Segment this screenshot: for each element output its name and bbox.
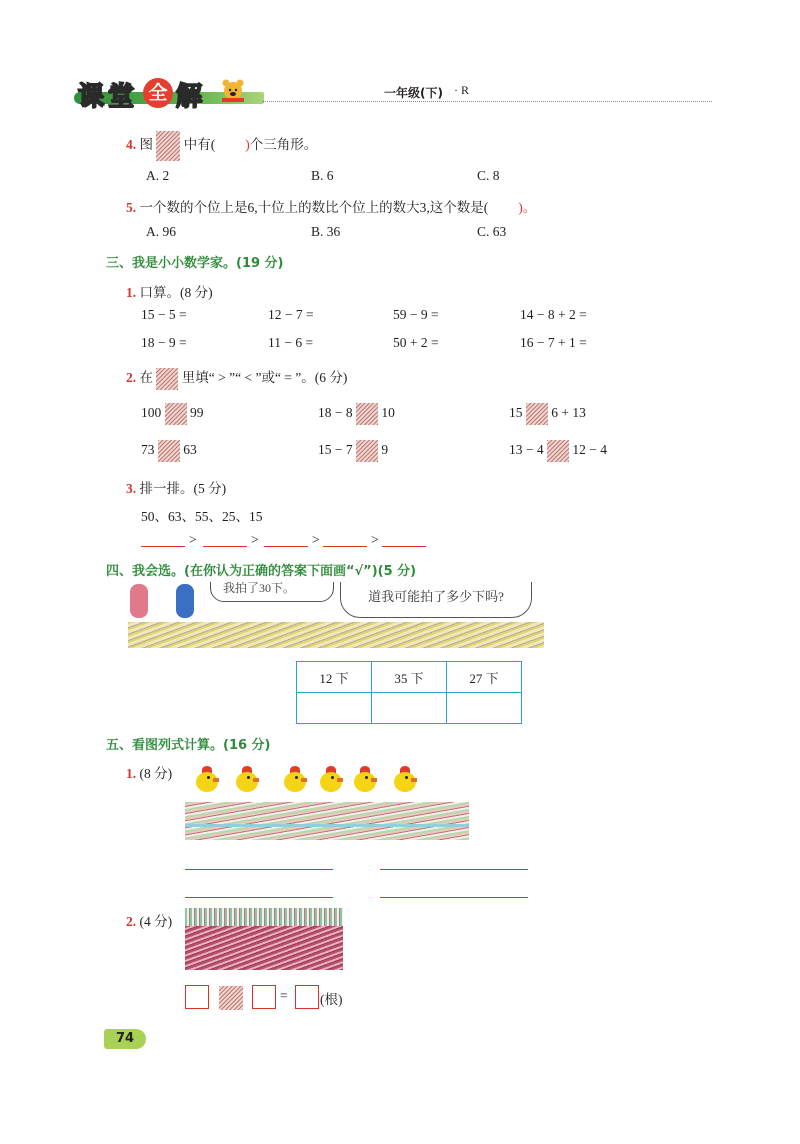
s5-2-heading <box>126 910 172 930</box>
answer-line-2[interactable] <box>380 868 528 870</box>
compare-box-6[interactable] <box>547 440 569 462</box>
compare-box-3[interactable] <box>526 403 548 425</box>
choice-label-3: 27 下 <box>447 662 522 693</box>
compare-left: 15 − 7 <box>318 442 353 458</box>
choice-label-2: 35 下 <box>372 662 447 693</box>
compare-right: 63 <box>183 442 197 458</box>
compare-box-2[interactable] <box>356 403 378 425</box>
s3-1-title: 口算。(8 分) <box>139 285 213 300</box>
compare-item-4 <box>141 440 197 462</box>
question-4 <box>126 131 317 161</box>
compare-item-5 <box>318 440 388 462</box>
s3-2-post: 里填“ > ”“ < ”或“ = ”。(6 分) <box>181 370 348 385</box>
equation-box-2[interactable] <box>252 985 276 1009</box>
compare-item-1 <box>141 403 204 425</box>
s5-1-heading <box>126 762 172 782</box>
choice-cell-1[interactable] <box>297 693 372 724</box>
compare-box-icon <box>156 368 178 390</box>
s3-2-heading <box>126 366 347 390</box>
speech-bubble-1: 我拍了30下。 <box>210 582 334 602</box>
sticks-illustration <box>185 908 343 970</box>
girl-figure <box>130 584 148 618</box>
s5-1-points: (8 分) <box>139 766 173 781</box>
calc-4: 14 − 8 + 2 = <box>520 307 587 322</box>
choice-label-1: 12 下 <box>297 662 372 693</box>
compare-left: 18 − 8 <box>318 405 353 421</box>
compare-left: 73 <box>141 442 155 458</box>
equation-box-1[interactable] <box>185 985 209 1009</box>
chick-icon <box>351 766 377 794</box>
choice-cell-2[interactable] <box>372 693 447 724</box>
compare-right: 10 <box>381 405 395 421</box>
q4-option-b[interactable]: B. 6 <box>311 168 334 183</box>
q5-paren-close: )。 <box>518 200 537 215</box>
compare-right: 99 <box>190 405 204 421</box>
choice-cell-3[interactable] <box>447 693 522 724</box>
bear-mascot-icon <box>218 78 248 102</box>
answer-line-3[interactable] <box>185 896 333 898</box>
triangle-figure <box>156 131 180 161</box>
calc-5: 18 − 9 = <box>141 335 187 350</box>
q5-option-b[interactable]: B. 36 <box>311 224 341 239</box>
s3-1-number: 1. <box>126 285 137 300</box>
logo-char-3: 全 <box>143 78 173 108</box>
sort-blank-4[interactable] <box>323 545 367 547</box>
equals-sign: = <box>280 988 288 1003</box>
gt-sign-2: > <box>251 532 259 547</box>
compare-right: 6 + 13 <box>551 405 586 421</box>
logo-char-2: 堂 <box>108 82 135 112</box>
speech-bubble-2: 道我可能拍了多少下吗? <box>340 582 532 618</box>
q5-option-a[interactable]: A. 96 <box>146 224 176 239</box>
answer-line-4[interactable] <box>380 896 528 898</box>
chick-icon <box>391 766 417 794</box>
section-3-title: 三、我是小小数学家。(19 分) <box>106 256 284 271</box>
compare-right: 9 <box>381 442 389 458</box>
q4-mid-1: 中有( <box>183 137 216 153</box>
compare-box-5[interactable] <box>356 440 378 462</box>
calc-8: 16 − 7 + 1 = <box>520 335 587 350</box>
equation-box-result[interactable] <box>295 985 319 1009</box>
compare-item-3 <box>509 403 586 425</box>
calc-6: 11 − 6 = <box>268 335 314 350</box>
operator-box[interactable] <box>219 986 243 1010</box>
compare-left: 15 <box>509 405 523 421</box>
s3-2-number: 2. <box>126 370 137 385</box>
s5-1-number: 1. <box>126 766 137 781</box>
answer-line-1[interactable] <box>185 868 333 870</box>
q5-number: 5. <box>126 200 137 215</box>
sort-blank-3[interactable] <box>264 545 308 547</box>
q4-option-a[interactable]: A. 2 <box>146 168 170 183</box>
choice-table <box>296 661 522 724</box>
unit-label: (根) <box>320 992 343 1007</box>
gt-sign-3: > <box>312 532 320 547</box>
s3-1-heading <box>126 281 213 301</box>
section-5-title: 五、看图列式计算。(16 分) <box>106 738 271 753</box>
sort-blank-2[interactable] <box>203 545 247 547</box>
q5-option-c[interactable]: C. 63 <box>477 224 507 239</box>
q5-text: 一个数的个位上是6,十位上的数比个位上的数大3,这个数是( <box>139 200 489 215</box>
header-grade: 一年级(下) <box>384 86 443 100</box>
compare-left: 100 <box>141 405 162 421</box>
calc-1: 15 − 5 = <box>141 307 187 322</box>
compare-left: 13 − 4 <box>509 442 544 458</box>
sort-blank-5[interactable] <box>382 545 426 547</box>
chick-icon <box>233 766 259 794</box>
q4-number: 4. <box>126 137 137 153</box>
q4-option-c[interactable]: C. 8 <box>477 168 500 183</box>
s5-2-points: (4 分) <box>139 914 173 929</box>
calc-3: 59 − 9 = <box>393 307 439 322</box>
calc-7: 50 + 2 = <box>393 335 439 350</box>
header-divider <box>262 101 712 102</box>
logo-char-4: 解 <box>176 82 203 112</box>
calc-2: 12 − 7 = <box>268 307 314 322</box>
boy-figure <box>176 584 194 618</box>
s3-2-pre: 在 <box>139 370 153 385</box>
s3-3-title: 排一排。(5 分) <box>139 481 227 496</box>
header-edition: · R <box>454 83 469 97</box>
chick-icon <box>281 766 307 794</box>
chick-icon <box>317 766 343 794</box>
compare-right: 12 − 4 <box>572 442 607 458</box>
sort-blank-1[interactable] <box>141 545 185 547</box>
chick-illustration <box>185 760 469 840</box>
question-5 <box>126 196 536 216</box>
s5-2-number: 2. <box>126 914 137 929</box>
skipping-illustration <box>128 582 544 648</box>
q4-post: 个三角形。 <box>249 137 318 153</box>
page-number: 74 <box>104 1029 146 1049</box>
sort-numbers: 50、63、55、25、15 <box>141 509 263 524</box>
s3-3-number: 3. <box>126 481 137 496</box>
compare-item-2 <box>318 403 395 425</box>
s3-3-heading <box>126 477 226 497</box>
compare-item-6 <box>509 440 607 462</box>
chick-icon <box>193 766 219 794</box>
logo-char-1: 课 <box>78 82 105 112</box>
q4-pre: 图 <box>139 137 153 153</box>
compare-box-1[interactable] <box>165 403 187 425</box>
compare-box-4[interactable] <box>158 440 180 462</box>
gt-sign-4: > <box>371 532 379 547</box>
section-4-title: 四、我会选。(在你认为正确的答案下面画“√”)(5 分) <box>106 564 417 579</box>
q4-paren-close: ) <box>245 137 250 153</box>
gt-sign-1: > <box>189 532 197 547</box>
